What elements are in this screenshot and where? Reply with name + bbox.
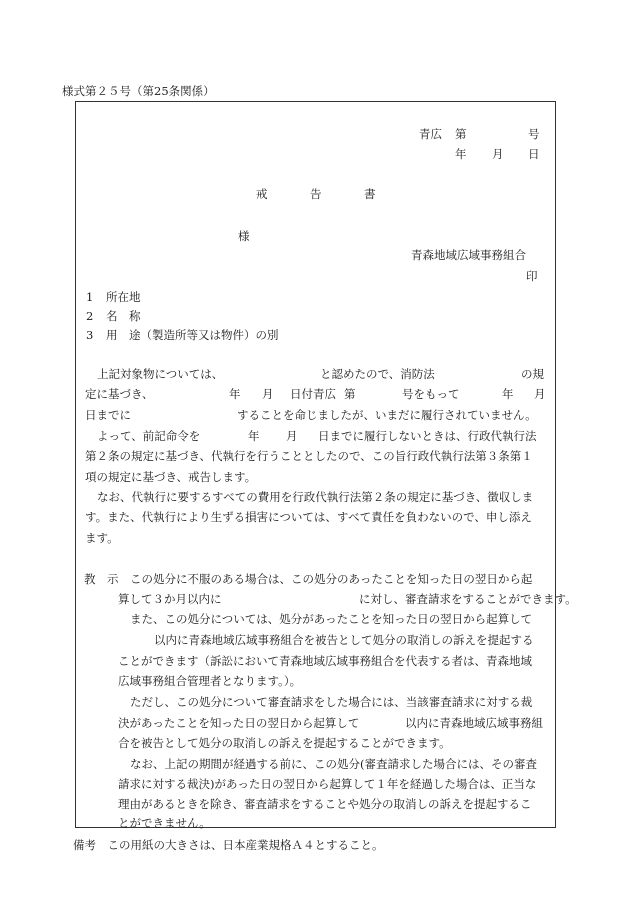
- title-char-2: 告: [310, 187, 322, 201]
- seal-mark: 印: [526, 269, 538, 283]
- body-line-2c: 月: [262, 387, 274, 401]
- body-line-2h: 月: [534, 387, 546, 401]
- notice-line-7: ただし、この処分について審査請求をした場合には、当該審査請求に対する裁: [130, 695, 533, 709]
- title-char-3: 書: [364, 187, 376, 201]
- body-line-4b: 年: [248, 429, 260, 443]
- body-line-2e: 第: [344, 387, 356, 401]
- body-line-4d: 日までに履行しないときは、行政代執行法: [318, 429, 537, 443]
- body-line-3a: 日までに: [85, 408, 131, 422]
- body-line-4a: よって、前記命令を: [97, 429, 201, 443]
- body-line-9: ます。: [85, 531, 119, 545]
- body-line-6: 項の規定に基づき、戒告します。: [85, 470, 257, 484]
- addressee-suffix: 様: [238, 229, 250, 243]
- date-day: 日: [528, 147, 540, 161]
- notice-line-12: 理由があるときを除き、審査請求をすることや処分の取消しの訴えを提起するこ: [118, 797, 532, 811]
- title-char-1: 戒: [256, 187, 268, 201]
- notice-line-8a: 決があったことを知った日の翌日から起算して: [118, 716, 360, 730]
- body-line-1c: の規: [521, 367, 544, 381]
- notice-line-13: とができません。: [118, 816, 211, 830]
- notice-line-10: なお、上記の期間が経過する前に、この処分(審査請求した場合には、その審査: [130, 757, 537, 771]
- notice-line-11: 請求に対する裁決)があった日の翌日から起算して１年を経過した場合は、正当な: [118, 777, 537, 791]
- body-line-5: 第２条の規定に基づき、代執行を行うこととしたので、この旨行政代執行法第３条第１: [85, 449, 533, 463]
- notice-line-9: 合を被告として処分の取消しの訴えを提起することができます。: [118, 736, 451, 750]
- item-3-label: 用 途（製造所等又は物件）の別: [106, 328, 279, 342]
- date-month: 月: [492, 147, 504, 161]
- body-line-3b: することを命じましたが、いまだに履行されていません。: [237, 408, 537, 422]
- body-line-1b: と認めたので、消防法: [320, 367, 435, 381]
- body-line-2a: 定に基づき、: [85, 387, 154, 401]
- item-2-label: 名 称: [106, 309, 141, 323]
- ref-prefix: 青広: [419, 127, 442, 141]
- body-line-2g: 年: [502, 387, 514, 401]
- notice-line-2b: に対し、審査請求をすることができます。: [359, 592, 577, 606]
- ref-dai: 第: [455, 127, 467, 141]
- body-line-2d: 日付青広: [290, 387, 336, 401]
- notice-line-5: ことができます（訴訟において青森地域広域事務組合を代表する者は、青森地域: [118, 654, 532, 668]
- notice-line-1: この処分に不服のある場合は、この処分のあったことを知った日の翌日から起: [130, 572, 533, 586]
- form-number: 様式第２５号（第25条関係）: [62, 84, 215, 98]
- item-1-label: 所在地: [106, 290, 141, 304]
- notice-label: 教 示: [84, 572, 119, 586]
- issuer-name: 青森地域広域事務組合: [411, 248, 526, 262]
- date-year: 年: [455, 147, 467, 161]
- body-line-1a: 上記対象物については、: [97, 367, 224, 381]
- remark: 備考 この用紙の大きさは、日本産業規格Ａ４とすること。: [73, 838, 384, 852]
- item-1-number: 1: [86, 290, 94, 304]
- body-line-2f: 号をもって: [402, 387, 460, 401]
- notice-line-8b: 以内に青森地域広域事務組: [405, 716, 543, 730]
- body-line-4c: 月: [286, 429, 298, 443]
- notice-line-4: 以内に青森地域広域事務組合を被告として処分の取消しの訴えを提起する: [154, 633, 534, 647]
- notice-line-3: また、この処分については、処分があったことを知った日の翌日から起算して: [130, 612, 533, 626]
- ref-go: 号: [528, 127, 540, 141]
- body-line-2b: 年: [229, 387, 241, 401]
- body-line-8: す。また、代執行により生ずる損害については、すべて責任を負わないので、申し添え: [85, 510, 532, 524]
- notice-line-6: 広域事務組合管理者となります。）。: [118, 674, 302, 688]
- body-line-7: なお、代執行に要するすべての費用を行政代執行法第２条の規定に基づき、徴収しま: [97, 490, 534, 504]
- notice-line-2a: 算して３か月以内に: [118, 592, 222, 606]
- item-3-number: 3: [86, 328, 94, 342]
- item-2-number: 2: [86, 309, 94, 323]
